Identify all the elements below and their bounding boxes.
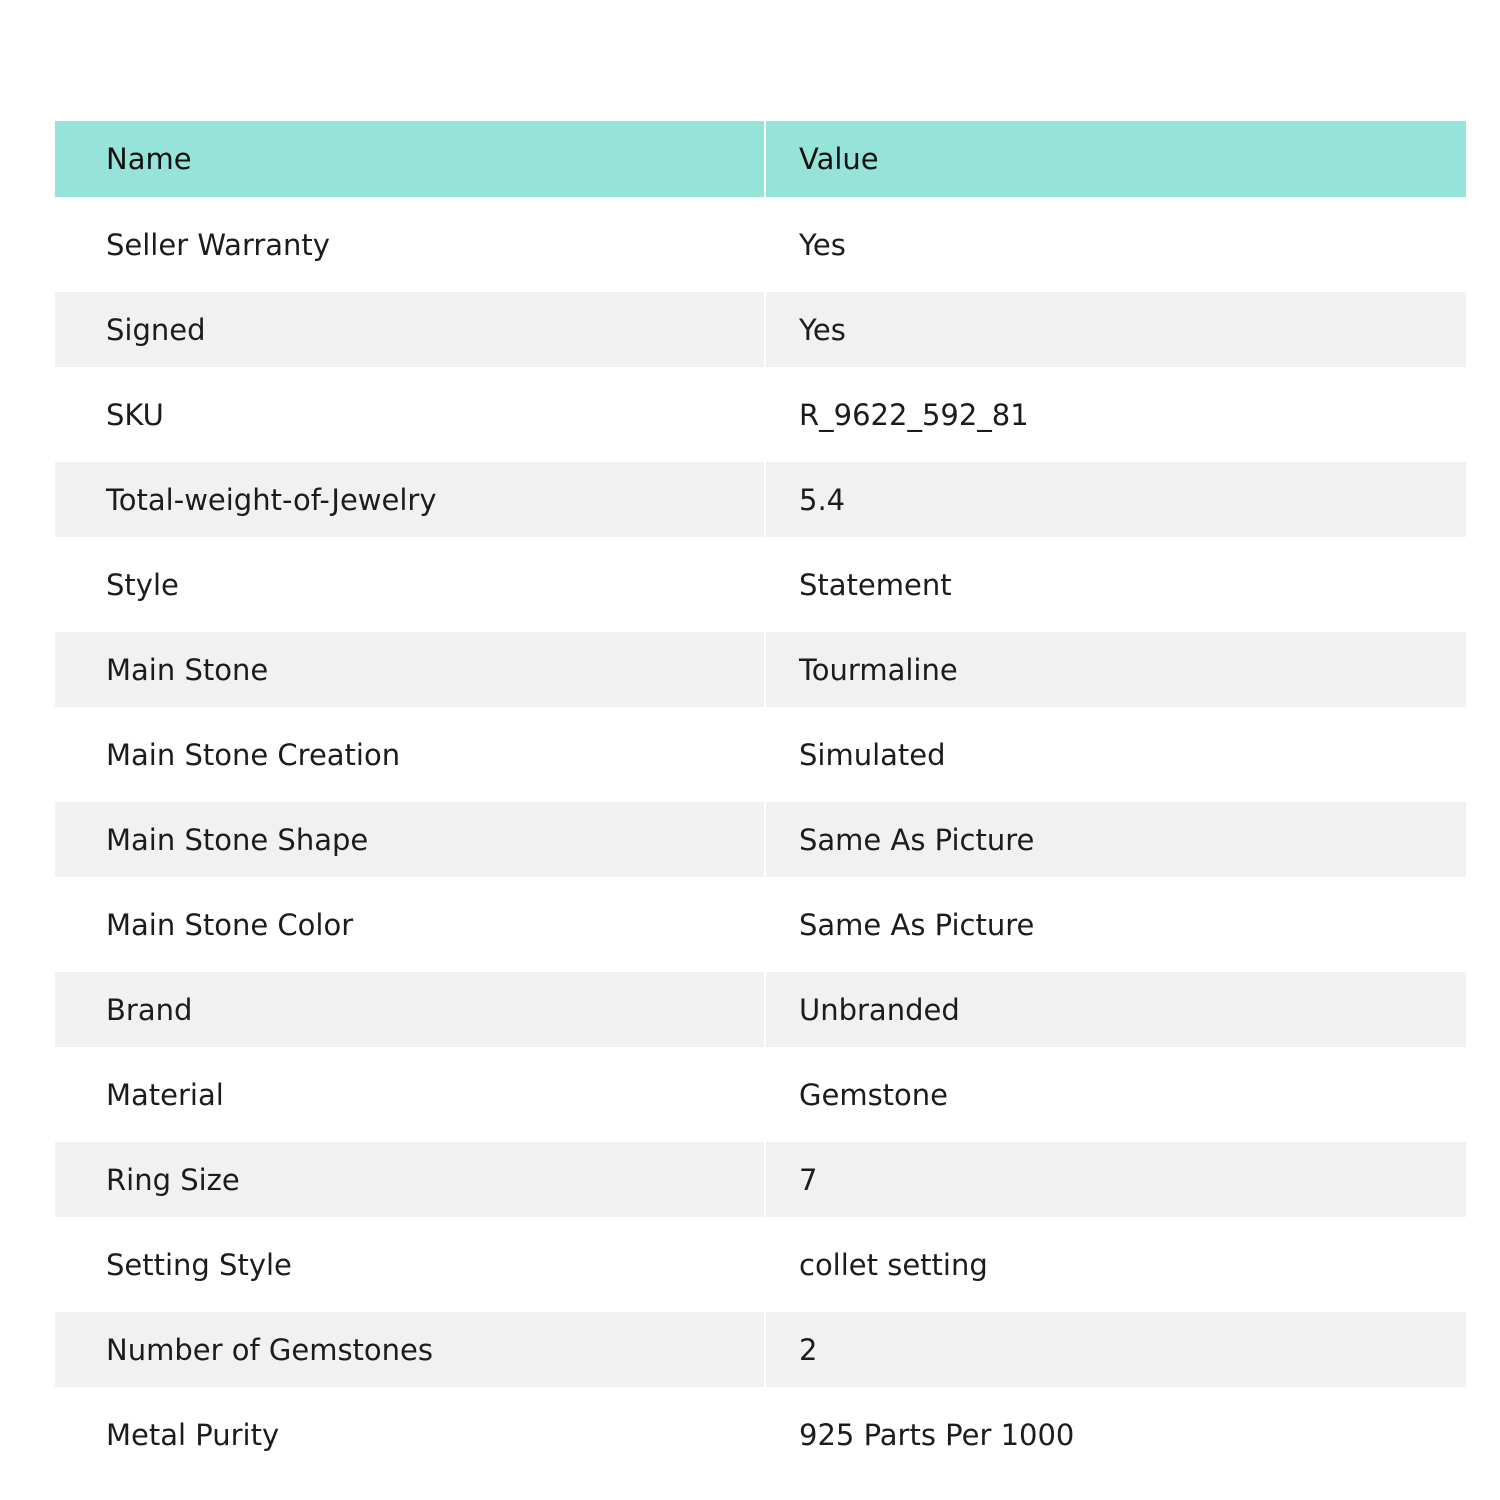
attribute-name-cell: Number of Gemstones bbox=[55, 1302, 766, 1387]
attribute-name-cell: Total-weight-of-Jewelry bbox=[55, 452, 766, 537]
spec-table bbox=[55, 121, 1466, 1472]
attribute-value-cell: collet setting bbox=[766, 1217, 1466, 1302]
attribute-value-cell: R_9622_592_81 bbox=[766, 367, 1466, 452]
attribute-value-cell: 5.4 bbox=[766, 452, 1466, 537]
table-row bbox=[55, 1302, 1466, 1387]
attribute-value-cell: Simulated bbox=[766, 707, 1466, 792]
attribute-name-cell: Main Stone Shape bbox=[55, 792, 766, 877]
attribute-value-cell: Yes bbox=[766, 197, 1466, 282]
attribute-name-cell: Main Stone Color bbox=[55, 877, 766, 962]
table-row bbox=[55, 707, 1466, 792]
table-row bbox=[55, 1387, 1466, 1472]
table-header bbox=[55, 121, 1466, 197]
attribute-value-cell: Yes bbox=[766, 282, 1466, 367]
table-row bbox=[55, 452, 1466, 537]
attribute-name-cell: Main Stone bbox=[55, 622, 766, 707]
attribute-value-cell: Unbranded bbox=[766, 962, 1466, 1047]
attribute-value-cell: 7 bbox=[766, 1132, 1466, 1217]
attribute-value-cell: Statement bbox=[766, 537, 1466, 622]
column-header-value: Value bbox=[766, 121, 1466, 197]
table-row bbox=[55, 622, 1466, 707]
table-row bbox=[55, 197, 1466, 282]
attribute-name-cell: Seller Warranty bbox=[55, 197, 766, 282]
attribute-name-cell: Material bbox=[55, 1047, 766, 1132]
attribute-name-cell: Ring Size bbox=[55, 1132, 766, 1217]
table-row bbox=[55, 1047, 1466, 1132]
table-row bbox=[55, 962, 1466, 1047]
attribute-value-cell: 925 Parts Per 1000 bbox=[766, 1387, 1466, 1472]
attribute-name-cell: Brand bbox=[55, 962, 766, 1047]
attribute-value-cell: Gemstone bbox=[766, 1047, 1466, 1132]
attribute-name-cell: Metal Purity bbox=[55, 1387, 766, 1472]
attribute-name-cell: SKU bbox=[55, 367, 766, 452]
table-row bbox=[55, 367, 1466, 452]
column-header-name: Name bbox=[55, 121, 766, 197]
attribute-name-cell: Setting Style bbox=[55, 1217, 766, 1302]
attribute-name-cell: Main Stone Creation bbox=[55, 707, 766, 792]
table-row bbox=[55, 282, 1466, 367]
table-row bbox=[55, 877, 1466, 962]
table-row bbox=[55, 537, 1466, 622]
attribute-value-cell: Tourmaline bbox=[766, 622, 1466, 707]
attribute-value-cell: Same As Picture bbox=[766, 877, 1466, 962]
table-row bbox=[55, 1217, 1466, 1302]
attribute-value-cell: Same As Picture bbox=[766, 792, 1466, 877]
table-row bbox=[55, 1132, 1466, 1217]
header-row bbox=[55, 121, 1466, 197]
attribute-name-cell: Style bbox=[55, 537, 766, 622]
table-row bbox=[55, 792, 1466, 877]
attribute-name-cell: Signed bbox=[55, 282, 766, 367]
table-body bbox=[55, 197, 1466, 1472]
attribute-value-cell: 2 bbox=[766, 1302, 1466, 1387]
